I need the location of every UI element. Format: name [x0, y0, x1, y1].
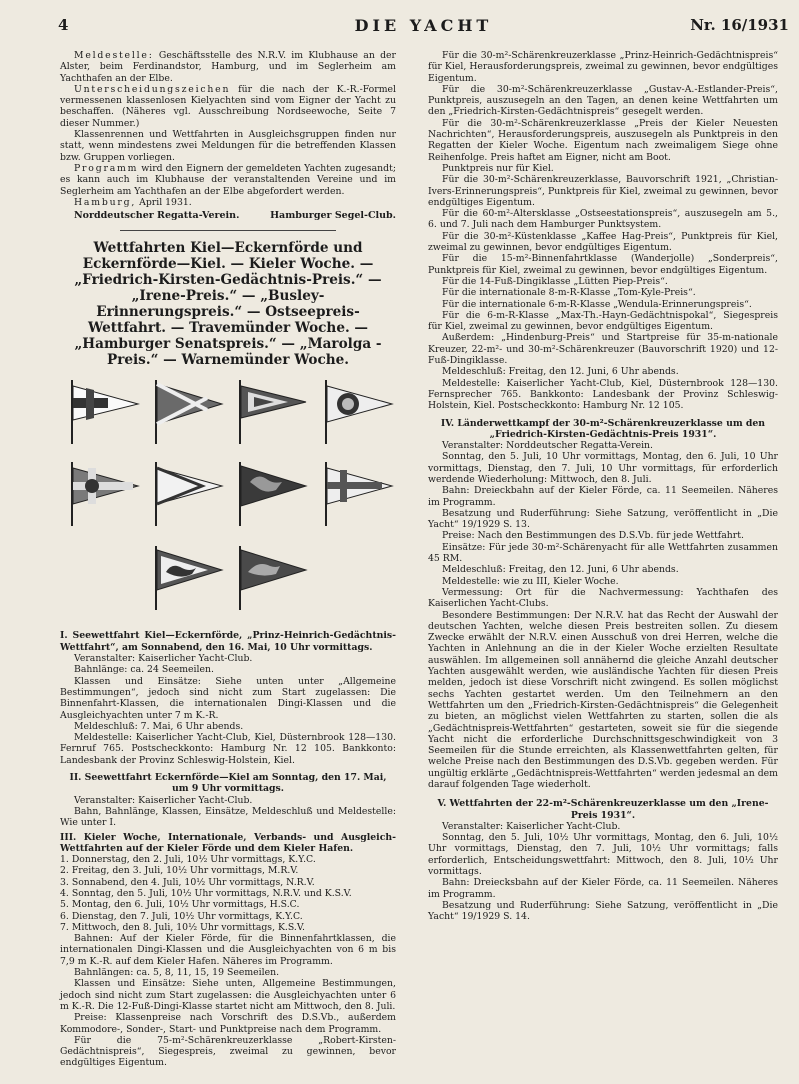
paragraph: Preise: Nach den Bestimmungen des D.S.Vb. für jede Wettfahrt.	[442, 530, 744, 542]
paragraph: Meldeschluß: 7. Mai, 6 Uhr abends.	[74, 720, 244, 732]
list-item: 1. Donnerstag, den 2. Juli, 10½ Uhr vormittags, K.Y.C.	[60, 854, 316, 866]
right-column	[428, 50, 778, 923]
paragraph: Meldeschluß: Freitag, den 12. Juni, 6 Uhr abends.	[442, 366, 679, 378]
paragraph: Bahnlängen: ca. 5, 8, 11, 15, 19 Seemeilen.	[74, 967, 280, 979]
paragraph: Klassenrennen und Wettfahrten in Ausgleichsgruppen finden nur statt, wenn mindestens zwei Meldungen für die betreffenden Klassen bzw. Gruppen vorliegen.	[60, 129, 396, 163]
section-heading: V. Wettfahrten der 22-m²-Schärenkreuzerklasse um den „Irene-Preis 1931“.	[437, 798, 769, 821]
paragraph: Für die 30-m²-Schärenkreuzerklasse, Bauvorschrift 1921, „Christian-Ivers-Erinnerungspreis“, Punktpreis für Kiel, zweimal zu gewinnen, bevor endgültiges Eigentum.	[428, 174, 778, 208]
pennant-icon	[68, 458, 140, 528]
paragraph: Besondere Bestimmungen: Der N.R.V. hat das Recht der Auswahl der deutschen Yachten, welche diesen Preis bestreiten sollen. Zu diesem Zwecke erwählt der N.R.V. einen Ausschuß von drei Herren, welche die Yachten in Anlehnung an die in der Kieler Woche erzielten Resultate auswählen. Im allgemeinen soll annähernd die gleiche Anzahl deutscher Yachten ausgewählt werden, wie ausländische Yachten für diesen Preis melden, jedoch ist diese Vorschrift nicht zwingend. Es sollen möglichst sechs Yachten gestartet werden. Um den Teilnehmern an den Wettfahrten um den „Friedrich-Kirsten-Gedächtnispreis“ die Gelegenheit zu bieten, an möglichst vielen Wettfahrten zu starten, sollen die als „Gedächtnispreis-Wettfahrten“ gestarteten, soweit sie für die siegende Yacht nicht die erforderliche Durchschnittsgeschwindigkeit von 3 Seemeilen für die Stunde erreichten, als Klassenwettfahrten gelten, für welche Preise nach den Bestimmungen des D.S.Vb. gegeben werden. Für ungültig erklärte „Gedächtnispreis-Wettfahrten“ werden jedesmal an dem darauf folgenden Tage wiederholt.	[428, 609, 778, 790]
magazine-title: DIE YACHT	[354, 16, 493, 35]
paragraph: Bahnen: Auf der Kieler Förde, für die Binnenfahrtklassen, die internationalen Dingi-Klassen und die Ausgleichyachten von 6 m bis 7,9 m K.-R. auf dem Kieler Hafen. Näheres im Programm.	[60, 933, 396, 967]
paragraph: Programm wird den Eignern der gemeldeten Yachten zugesandt; es kann auch im Klubhause der veranstaltenden Vereine und im Seglerheim am Yachthafen an der Elbe abgefordert werden.	[60, 162, 396, 197]
paragraph: Sonntag, den 5. Juli, 10½ Uhr vormittags, Montag, den 6. Juli, 10½ Uhr vormittags, Dienstag, den 7. Juli, 10½ Uhr vormittags; falls erforderlich, Entscheidungswettfahrt: Mittwoch, den 8. Juli, 10½ Uhr vormittags.	[428, 832, 778, 878]
section-heading: I. Seewettfahrt Kiel—Eckernförde, „Prinz-Heinrich-Gedächtnis-Wettfahrt“, am Sonnabend, den 16. Mai, 10 Uhr vormittags.	[60, 630, 396, 653]
page-header	[58, 16, 789, 38]
paragraph: Punktpreis nur für Kiel.	[442, 162, 554, 174]
pennant-icon	[236, 458, 308, 528]
paragraph: Meldestelle: Kaiserlicher Yacht-Club, Kiel, Düsternbrook 128—130. Fernsprecher 765. Bankkonto: Landesbank der Provinz Schleswig-Holstein, Kiel. Postscheckkonto: Hamburg Nr. 12 105.	[428, 377, 778, 412]
list-item: 3. Sonnabend, den 4. Juli, 10½ Uhr vormittags, N.R.V.	[60, 876, 315, 888]
paragraph: Unterscheidungszeichen für die nach der K.-R.-Formel vermessenen klassenlosen Kielyachten sind vom Eigner der Yacht zu beschaffen. (Näheres vgl. Ausschreibung Nordseewoche, Seite 7 dieser Nummer.)	[60, 83, 396, 129]
paragraph: Für die 75-m²-Schärenkreuzerklasse „Robert-Kirsten-Gedächtnispreis“, Siegespreis, zweimal zu gewinnen, bevor endgültiges Eigentum.	[60, 1034, 396, 1069]
pennant-icon	[322, 376, 394, 446]
signature: Norddeutscher Regatta-Verein.	[74, 210, 240, 222]
list-item: 5. Montag, den 6. Juli, 10½ Uhr vormittags, H.S.C.	[60, 899, 300, 911]
club-pennants	[60, 376, 396, 624]
paragraph: Für die 15-m²-Binnenfahrtklasse (Wanderjolle) „Sonderpreis“, Punktpreis für Kiel, zweimal zu gewinnen, bevor endgültiges Eigentum.	[428, 253, 778, 276]
pennant-icon	[152, 376, 224, 446]
section-heading: III. Kieler Woche, Internationale, Verbands- und Ausgleich-Wettfahrten auf der Kieler Förde und dem Kieler Hafen.	[60, 831, 396, 854]
paragraph: Außerdem: „Hindenburg-Preis“ und Startpreise für 35-m-nationale Kreuzer, 22-m²- und 30-m²-Schärenkreuzer (Bauvorschrift 1920) und 12-Fuß-Dingiklasse.	[428, 332, 778, 367]
paragraph: Für die 14-Fuß-Dingiklasse „Lütten Piep-Preis“.	[442, 275, 668, 287]
issue-number: Nr. 16/1931	[690, 16, 789, 34]
paragraph: Klassen und Einsätze: Siehe unten, Allgemeine Bestimmungen, jedoch sind nicht zum Start zugelassen: die Ausgleichyachten unter 6 m K.-R. Die 12-Fuß-Dingi-Klasse startet nicht am Mittwoch, den 8. Juli.	[60, 978, 396, 1012]
paragraph: Veranstalter: Kaiserlicher Yacht-Club.	[74, 794, 253, 806]
paragraph: Bahnlänge: ca. 24 Seemeilen.	[74, 664, 214, 676]
page-number: 4	[58, 16, 69, 34]
pennant-icon	[236, 376, 308, 446]
list-item: 2. Freitag, den 3. Juli, 10½ Uhr vormittags, M.R.V.	[60, 865, 299, 877]
pennant-icon	[68, 376, 140, 446]
paragraph: Für die 6-m-R-Klasse „Max-Th.-Hayn-Gedächtnispokal“, Siegespreis für Kiel, zweimal zu gewinnen, bevor endgültiges Eigentum.	[428, 309, 778, 333]
dateline: Hamburg, April 1931.	[74, 196, 192, 208]
list-item: 7. Mittwoch, den 8. Juli, 10½ Uhr vormittags, K.S.V.	[60, 921, 305, 933]
paragraph: Für die internationale 6-m-R-Klasse „Wendula-Erinnerungspreis“.	[442, 298, 752, 310]
paragraph: Für die 30-m²-Schärenkreuzerklasse „Preis der Kieler Neuesten Nachrichten“, Herausforderungspreis, auszusegeln als Punktpreis in den Regatten der Kieler Woche. Eigentum nach zweimaligem Siege ohne Reihenfolge. Preis haftet am Eigner, nicht am Boot.	[428, 117, 778, 163]
paragraph: Für die 30-m²-Küstenklasse „Kaffee Hag-Preis“, Punktpreis für Kiel, zweimal zu gewinnen, bevor endgültiges Eigentum.	[428, 230, 778, 254]
paragraph: Meldestelle: Kaiserlicher Yacht-Club, Kiel, Düsternbrook 128—130. Fernruf 765. Postscheckkonto: Hamburg Nr. 12 105. Bankkonto: Landesbank der Provinz Schleswig-Holstein, Kiel.	[60, 732, 396, 766]
paragraph: Veranstalter: Norddeutscher Regatta-Verein.	[442, 440, 653, 452]
paragraph: Einsätze: Für jede 30-m²-Schärenyacht für alle Wettfahrten zusammen 45 RM.	[428, 541, 778, 565]
signature: Hamburger Segel-Club.	[270, 210, 396, 222]
paragraph: Veranstalter: Kaiserlicher Yacht-Club.	[74, 653, 253, 665]
pennant-icon	[152, 542, 224, 612]
paragraph: Meldeschluß: Freitag, den 12. Juni, 6 Uhr abends.	[442, 564, 679, 576]
signatures	[74, 210, 396, 221]
paragraph: Besatzung und Ruderführung: Siehe Satzung, veröffentlicht in „Die Yacht“ 19/1929 S. 13.	[428, 507, 778, 531]
paragraph: Bahn: Dreieckbahn auf der Kieler Förde, ca. 11 Seemeilen. Näheres im Programm.	[428, 485, 778, 508]
divider	[120, 230, 336, 231]
section-heading: IV. Länderwettkampf der 30-m²-Schärenkreuzerklasse um den „Friedrich-Kirsten-Gedächtnis-Preis 1931“.	[440, 417, 766, 440]
paragraph: Besatzung und Ruderführung: Siehe Satzung, veröffentlicht in „Die Yacht“ 19/1929 S. 14.	[428, 899, 778, 923]
list-item: 6. Dienstag, den 7. Juli, 10½ Uhr vormittags, K.Y.C.	[60, 910, 303, 922]
section-heading: II. Seewettfahrt Eckernförde—Kiel am Sonntag, den 17. Mai, um 9 Uhr vormittags.	[69, 772, 387, 795]
paragraph: Für die 30-m²-Schärenkreuzerklasse „Gustav-A.-Estlander-Preis“, Punktpreis, auszusegeln an den Tagen, an denen keine Wettfahrten um den „Friedrich-Kirsten-Gedächtnispreis“ gesegelt werden.	[428, 83, 778, 118]
paragraph: Bahn, Bahnlänge, Klassen, Einsätze, Meldeschluß und Meldestelle: Wie unter I.	[60, 805, 396, 829]
pennant-icon	[152, 458, 224, 528]
paragraph: Preise: Klassenpreise nach Vorschrift des D.S.Vb., außerdem Kommodore-, Sonder-, Start- und Punktpreise nach dem Programm.	[60, 1012, 396, 1035]
paragraph: Meldestelle: Geschäftsstelle des N.R.V. im Klubhause an der Alster, beim Ferdinandstor, Hamburg, und im Seglerheim am Yachthafen an der Elbe.	[60, 50, 396, 84]
paragraph: Für die 60-m²-Altersklasse „Ostseestationspreis“, auszusegeln am 5., 6. und 7. Juli nach dem Hamburger Punktsystem.	[428, 208, 778, 231]
paragraph: Klassen und Einsätze: Siehe unten unter „Allgemeine Bestimmungen“, jedoch sind nicht zum Start zugelassen: Die Binnenfahrt-Klassen, die internationalen Dingi-Klassen und die Ausgleichyachten unter 7 m K.-R.	[60, 675, 396, 721]
paragraph: Vermessung: Ort für die Nachvermessung: Yachthafen des Kaiserlichen Yacht-Clubs.	[428, 586, 778, 610]
paragraph: Sonntag, den 5. Juli, 10 Uhr vormittags, Montag, den 6. Juli, 10 Uhr vormittags, Dienstag, den 7. Juli, 10 Uhr vormittags, für erforderlich werdende Wiederholung: Mittwoch, den 8. Juli.	[428, 451, 778, 485]
pennant-icon	[236, 542, 308, 612]
list-item: 4. Sonntag, den 5. Juli, 10½ Uhr vormittags, N.R.V. und K.S.V.	[60, 887, 352, 899]
article-heading: Wettfahrten Kiel—Eckernförde und Eckernförde—Kiel. — Kieler Woche. — „Friedrich-Kirsten-Gedächtnis-Preis.“ — „Irene-Preis.“ — „Busley-Erinnerungspreis.“ — Ostseepreis-Wettfahrt. — Travemünder Woche. — „Hamburger Senatspreis.“ — „Marolga - Preis.“ — Warnemünder Woche.	[74, 240, 382, 369]
paragraph: Meldestelle: wie zu III, Kieler Woche.	[442, 575, 619, 587]
pennant-icon	[322, 458, 394, 528]
paragraph: Veranstalter: Kaiserlicher Yacht-Club.	[442, 820, 621, 832]
paragraph: Bahn: Dreiecksbahn auf der Kieler Förde, ca. 11 Seemeilen. Näheres im Programm.	[428, 877, 778, 900]
paragraph: Für die 30-m²-Schärenkreuzerklasse „Prinz-Heinrich-Gedächtnispreis“ für Kiel, Herausforderungspreis, zweimal zu gewinnen, bevor endgültiges Eigentum.	[428, 50, 778, 84]
paragraph: Für die internationale 8-m-R-Klasse „Tom-Kyle-Preis“.	[442, 287, 696, 299]
left-column	[60, 50, 396, 1069]
